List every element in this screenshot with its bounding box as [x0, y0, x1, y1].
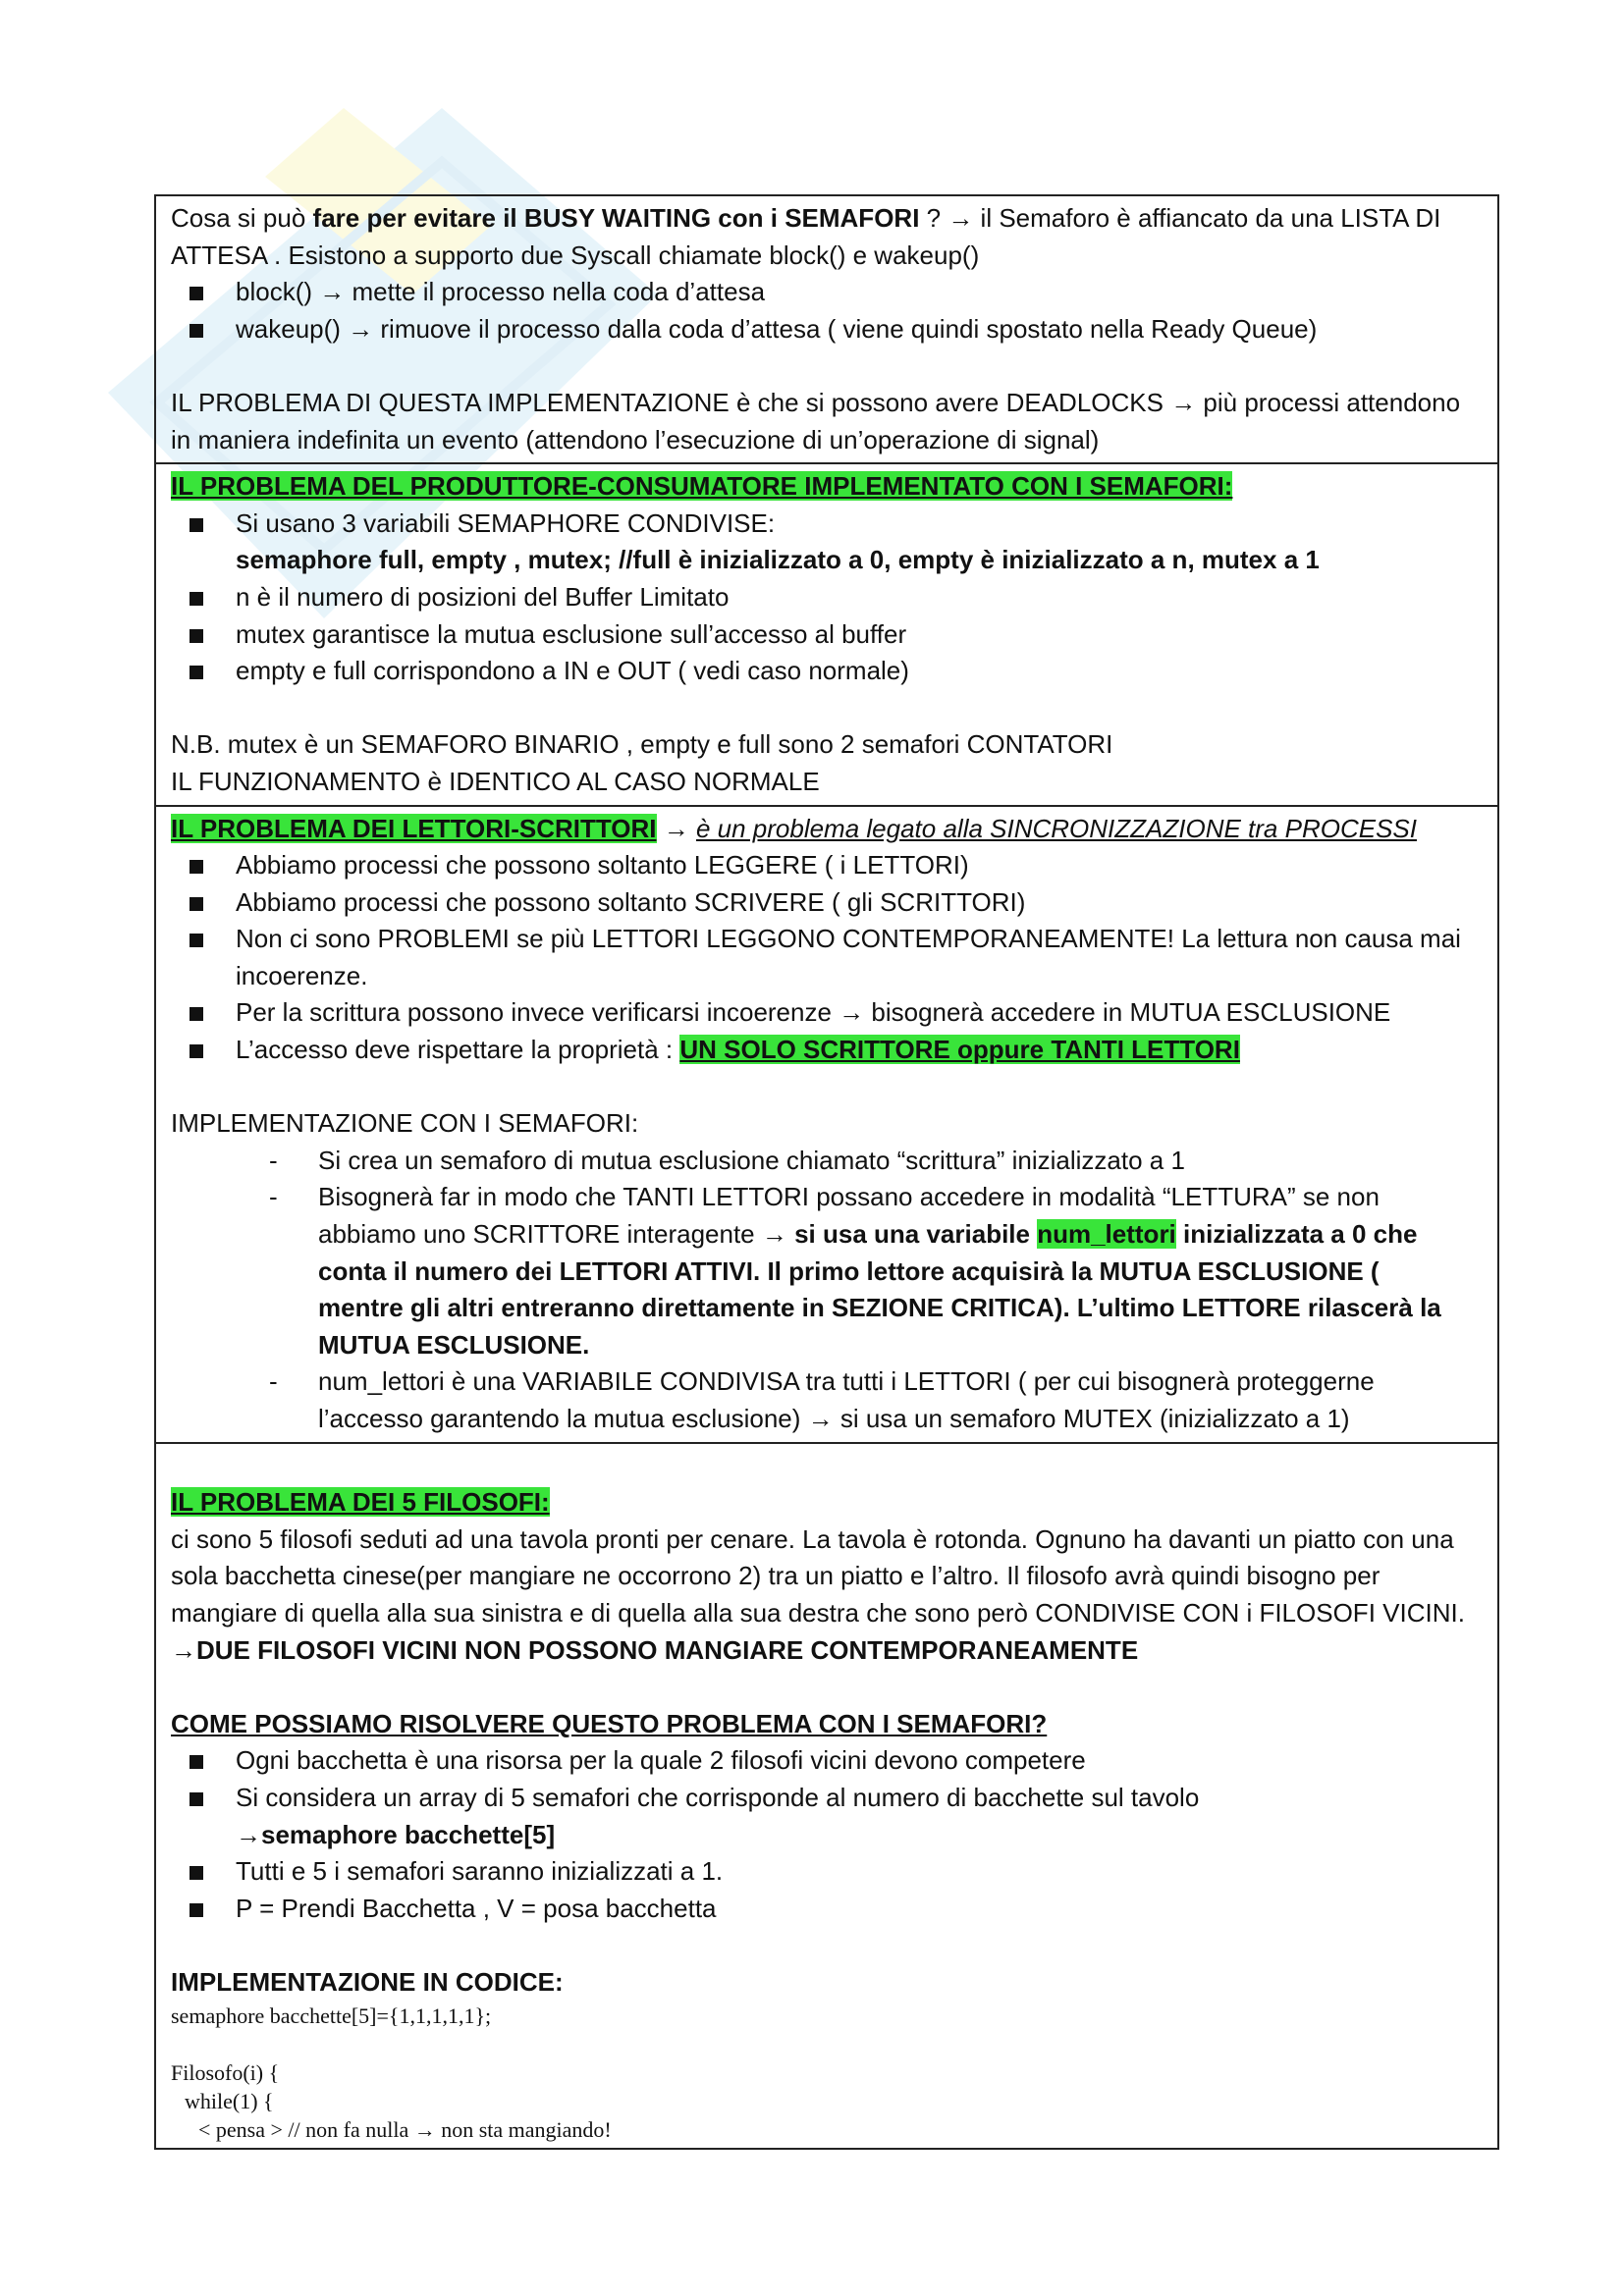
list-item: n è il numero di posizioni del Buffer Limitato	[236, 579, 1468, 616]
filosofi-description: ci sono 5 filosofi seduti ad una tavola pronti per cenare. La tavola è rotonda. Ognuno ha davanti un piatto con una sola bacchetta cinese(per mangiare ne occorrono 2) tra un piatto e l’altro. Il filosofo avrà quindi bisogno per mangiare di quella alla sua sinistra e di quella alla sua destra che sono però CONDIVISE CON i FILOSOFI VICINI. →DUE FILOSOFI VICINI NON POSSONO MANGIARE CONTEMPORANEAMENTE	[171, 1523, 1465, 1665]
question-heading: COME POSSIAMO RISOLVERE QUESTO PROBLEMA CON I SEMAFORI?	[171, 1708, 1048, 1738]
list-item: mutex garantisce la mutua esclusione sull’accesso al buffer	[236, 616, 1468, 654]
section-title: IL PROBLEMA DEL PRODUTTORE-CONSUMATORE IMPLEMENTATO CON I SEMAFORI:	[171, 471, 1233, 502]
list-item: Abbiamo processi che possono soltanto LEGGERE ( i LETTORI)	[236, 847, 1468, 884]
list-item: Tutti e 5 i semafori saranno inizializzati a 1.	[236, 1853, 1468, 1891]
section-title: IL PROBLEMA DEI LETTORI-SCRITTORI	[171, 813, 657, 843]
impl-list	[171, 1143, 1468, 1438]
list-item: Per la scrittura possono invece verificarsi incoerenze → bisognerà accedere in MUTUA ESCLUSIONE	[236, 994, 1468, 1032]
list-item: wakeup() → rimuove il processo dalla coda d’attesa ( viene quindi spostato nella Ready Queue)	[236, 311, 1468, 348]
list-item: - Bisognerà far in modo che TANTI LETTORI possano accedere in modalità “LETTURA” se non abbiamo uno SCRITTORE interagente → si usa una variabile num_lettori inizializzata a 0 che conta il numero dei LETTORI ATTIVI. Il primo lettore acquisirà la MUTUA ESCLUSIONE ( mentre gli altri entreranno direttamente in SEZIONE CRITICA). L’ultimo LETTORE rilascerà la MUTUA ESCLUSIONE.	[318, 1179, 1468, 1363]
semaphore-list	[171, 506, 1468, 690]
intro-text: Cosa si può	[171, 203, 313, 233]
list-item: L’accesso deve rispettare la proprietà : UN SOLO SCRITTORE oppure TANTI LETTORI	[236, 1032, 1468, 1069]
semaphore-declaration: semaphore full, empty , mutex; //full è inizializzato a 0, empty è inizializzato a n, mutex a 1	[236, 545, 1320, 575]
section-title: IL PROBLEMA DEI 5 FILOSOFI:	[171, 1487, 550, 1518]
list-item: P = Prendi Bacchetta , V = posa bacchetta	[236, 1891, 1468, 1928]
list-item: - num_lettori è una VARIABILE CONDIVISA tra tutti i LETTORI ( per cui bisognerà proteggerne l’accesso garantendo la mutua esclusione) → si usa un semaforo MUTEX (inizializzato a 1)	[318, 1363, 1468, 1437]
intro-bold: fare per evitare il BUSY WAITING con i SEMAFORI	[312, 203, 920, 233]
list-item: Ogni bacchetta è una risorsa per la quale 2 filosofi vicini devono competere	[236, 1742, 1468, 1780]
document-table	[154, 194, 1499, 2150]
list-item: block() → mette il processo nella coda d’attesa	[236, 274, 1468, 311]
nb-note-2: IL FUNZIONAMENTO è IDENTICO AL CASO NORMALE	[171, 766, 820, 796]
section-busy-waiting	[156, 196, 1497, 462]
deadlock-note: IL PROBLEMA DI QUESTA IMPLEMENTAZIONE è che si possono avere DEADLOCKS → più processi attendono in maniera indefinita un evento (attendono l’esecuzione di un’operazione di signal)	[171, 387, 1461, 454]
code-line: < pensa > // non fa nulla → non sta mangiando!	[198, 2116, 612, 2142]
section-filosofi	[156, 1442, 1497, 2148]
code-line: while(1) {	[185, 2088, 274, 2113]
busy-waiting-intro	[171, 200, 1468, 274]
list-item: Non ci sono PROBLEMI se più LETTORI LEGGONO CONTEMPORANEAMENTE! La lettura non causa mai incoerenze.	[236, 921, 1468, 994]
list-item: empty e full corrispondono a IN e OUT ( vedi caso normale)	[236, 653, 1468, 690]
section-produttore-consumatore	[156, 462, 1497, 804]
impl-title: IMPLEMENTAZIONE CON I SEMAFORI:	[171, 1108, 639, 1139]
lettori-list	[171, 847, 1468, 1069]
filosofi-list	[171, 1742, 1468, 1927]
intro-text-rest: ? → il Semaforo è affiancato da una LISTA DI ATTESA . Esistono a supporto due Syscall chiamate block() e wakeup()	[171, 203, 1441, 270]
code-line: semaphore bacchette[5]={1,1,1,1,1};	[171, 2002, 492, 2028]
list-item: Si usano 3 variabili SEMAPHORE CONDIVISE: semaphore full, empty , mutex; //full è inizializzato a 0, empty è inizializzato a n, mutex a 1	[236, 506, 1468, 579]
highlight-property: UN SOLO SCRITTORE oppure TANTI LETTORI	[679, 1035, 1240, 1065]
code-heading: IMPLEMENTAZIONE IN CODICE:	[171, 1966, 564, 1997]
num-lettori-highlight: num_lettori	[1037, 1219, 1176, 1250]
syscall-list	[171, 274, 1468, 347]
list-item: Si considera un array di 5 semafori che corrisponde al numero di bacchette sul tavolo →semaphore bacchette[5]	[236, 1780, 1468, 1853]
nb-note: N.B. mutex è un SEMAFORO BINARIO , empty e full sono 2 semafori CONTATORI	[171, 729, 1113, 760]
section-subtitle: è un problema legato alla SINCRONIZZAZIONE tra PROCESSI	[695, 813, 1417, 843]
section-lettori-scrittori: IL PROBLEMA DEI LETTORI-SCRITTORI → è un problema legato alla SINCRONIZZAZIONE tra PROCESSI Abbiamo processi che possono soltanto LEGGERE ( i LETTORI) Abbiamo processi che possono soltanto SCRIVERE ( gli SCRITTORI) Non ci sono PROBLEMI se più LETTORI LEGGONO CONTEMPORANEAMENTE! La lettura non causa mai incoerenze. Per la scrittura possono invece verificarsi incoerenze → bisognerà accedere in MUTUA ESCLUSIONE L’accesso deve rispettare la proprietà : UN SOLO SCRITTORE oppure TANTI LETTORI IMPLEMENTAZIONE CON I SEMAFORI: - Si crea un semaforo di mutua esclusione chiamato “scrittura” inizializzato a 1 - Bisognerà far in modo che TANTI LETTORI possano accedere in modalità “LETTURA” se non abbiamo uno SCRITTORE interagente → si usa una variabile num_lettori inizializzata a 0 che conta il numero dei LETTORI ATTIVI. Il primo lettore acquisirà la MUTUA ESCLUSIONE ( mentre gli altri entreranno direttamente in SEZIONE CRITICA). L’ultimo LETTORE rilascerà la MUTUA ESCLUSIONE. - num_lettori è una VARIABILE CONDIVISA tra tutti i LETTORI ( per cui bisognerà proteggerne l’accesso garantendo la mutua esclusione) → si usa un semaforo MUTEX (inizializzato a 1)	[156, 805, 1497, 1442]
code-line: Filosofo(i) {	[171, 2059, 280, 2085]
list-item: Abbiamo processi che possono soltanto SCRIVERE ( gli SCRITTORI)	[236, 884, 1468, 922]
list-item: - Si crea un semaforo di mutua esclusione chiamato “scrittura” inizializzato a 1	[318, 1143, 1468, 1180]
